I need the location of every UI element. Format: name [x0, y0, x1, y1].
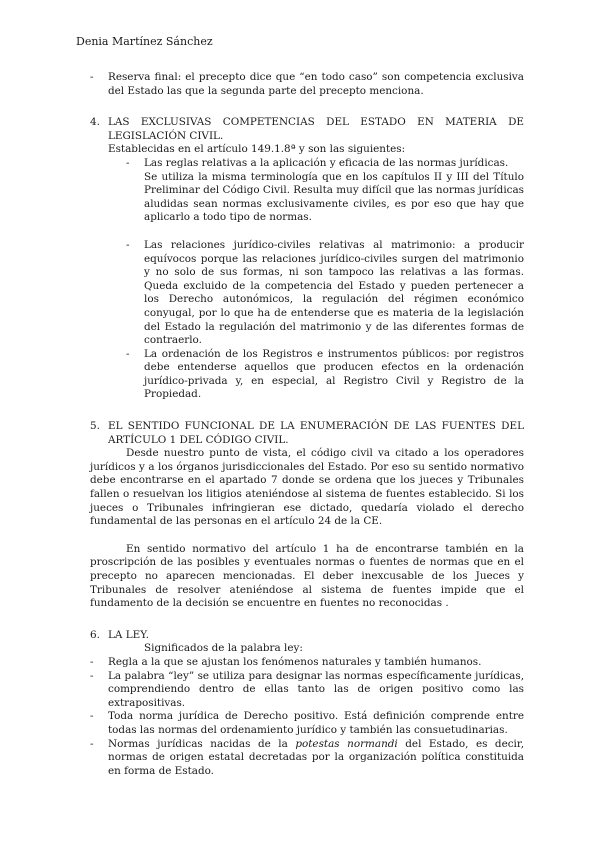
list-item	[90, 738, 524, 779]
list-item	[90, 157, 524, 171]
list-item	[90, 239, 524, 348]
list-item-text: Toda norma jurídica de Derecho positivo. Está definición comprende entre todas las normas del ordenamiento jurídico y también las consuetudinarias.	[108, 710, 524, 736]
list-item	[90, 710, 524, 737]
bullet-dash: -	[126, 238, 130, 251]
bullet-dash: -	[90, 669, 94, 682]
list-item-text-italic: potestas normandi	[295, 737, 398, 750]
bullet-dash: -	[90, 710, 94, 723]
section-heading	[90, 116, 524, 143]
list-item	[90, 348, 524, 402]
list-item-text: La ordenación de los Registros e instrumentos públicos: por registros debe entenderse aquellos que producen efectos en la ordenación jurídico-privada y, en especial, al Registro Civil y Registro de la Propiedad.	[144, 347, 524, 401]
list-item-text: Las relaciones jurídico-civiles relativas al matrimonio: a producir equívocos porque las relaciones jurídico-civiles surgen del matrimonio y no solo de sus formas, ni son tampoco las relativas a las formas. Queda excluido de la competencia del Estado y pueden pertenecer a los Derecho autonómicos, la regulación del régimen económico conyugal, por lo que ha de entenderse que es materia de la legislación del Estado la regulación del matrimonio y de las diferentes formas de contraerlo.	[144, 238, 524, 347]
list-item	[90, 656, 524, 670]
bullet-dash: -	[126, 156, 130, 169]
document-body	[90, 71, 524, 778]
list-item-continuation: Se utiliza la misma terminología que en los capítulos II y III del Título Preliminar del Código Civil. Resulta muy difícil que las normas jurídicas aludidas sean normas exclusivamente civiles, es por eso que hay que aplicarlo a todo tipo de normas.	[144, 170, 524, 224]
list-item-text: Reserva final: el precepto dice que “en todo caso” son competencia exclusiva del Estado las que la segunda parte del precepto menciona.	[108, 71, 524, 97]
list-item-text: Las reglas relativas a la aplicación y eficacia de las normas jurídicas.	[144, 156, 509, 169]
bullet-dash: -	[90, 737, 94, 750]
list-item	[90, 670, 524, 711]
paragraph: Desde nuestro punto de vista, el código civil va citado a los operadores jurídicos y a los órganos jurisdiccionales del Estado. Por eso su sentido normativo debe encontrarse en el apartado 7 donde se ordena que los jueces y Tribunales fallen o resuelvan los litigios ateniéndose al sistema de fuentes establecido. Si los jueces o Tribunales infringieran ese dictado, quedaría violado el derecho fundamental de las personas en el artículo 24 de la CE.	[90, 447, 524, 528]
author-header: Denia Martínez Sánchez	[76, 35, 213, 48]
list-item	[90, 71, 524, 98]
section-title: LA LEY.	[108, 628, 150, 641]
list-item-text: La palabra “ley” se utiliza para designar las normas específicamente jurídicas, comprendiendo dentro de ellas tanto las de origen positivo como las extrapositivas.	[108, 669, 524, 709]
section-lead: Establecidas en el artículo 149.1.8ª y son las siguientes:	[108, 143, 406, 156]
bullet-dash: -	[126, 347, 130, 360]
bullet-dash: -	[90, 655, 94, 668]
section-title: EL SENTIDO FUNCIONAL DE LA ENUMERACIÓN DE LAS FUENTES DEL ARTÍCULO 1 DEL CÓDIGO CIVIL.	[108, 420, 524, 446]
section-heading	[90, 629, 524, 643]
section-number: 5.	[90, 420, 100, 433]
list-item-text: Regla a la que se ajustan los fenómenos naturales y también humanos.	[108, 655, 482, 668]
list-item-text-before: Normas jurídicas nacidas de la	[108, 737, 296, 750]
section-title: LAS EXCLUSIVAS COMPETENCIAS DEL ESTADO EN MATERIA DE LEGISLACIÓN CIVIL.	[108, 116, 524, 142]
list-item-text-after: del Estado, es decir, normas de origen estatal decretadas por la organización política constituida en forma de Estado.	[108, 737, 525, 777]
bullet-dash: -	[90, 71, 94, 83]
section-number: 4.	[90, 116, 100, 129]
section-lead: Significados de la palabra ley:	[144, 642, 303, 655]
paragraph: En sentido normativo del artículo 1 ha de encontrarse también en la proscripción de las posibles y eventuales normas o fuentes de normas que en el precepto no aparecen mencionadas. El deber inexcusable de los Jueces y Tribunales de resolver ateniéndose al sistema de fuentes impide que el fundamento de la decisión se encuentre en fuentes no reconocidas .	[90, 542, 524, 610]
section-heading	[90, 420, 524, 447]
section-number: 6.	[90, 628, 100, 641]
